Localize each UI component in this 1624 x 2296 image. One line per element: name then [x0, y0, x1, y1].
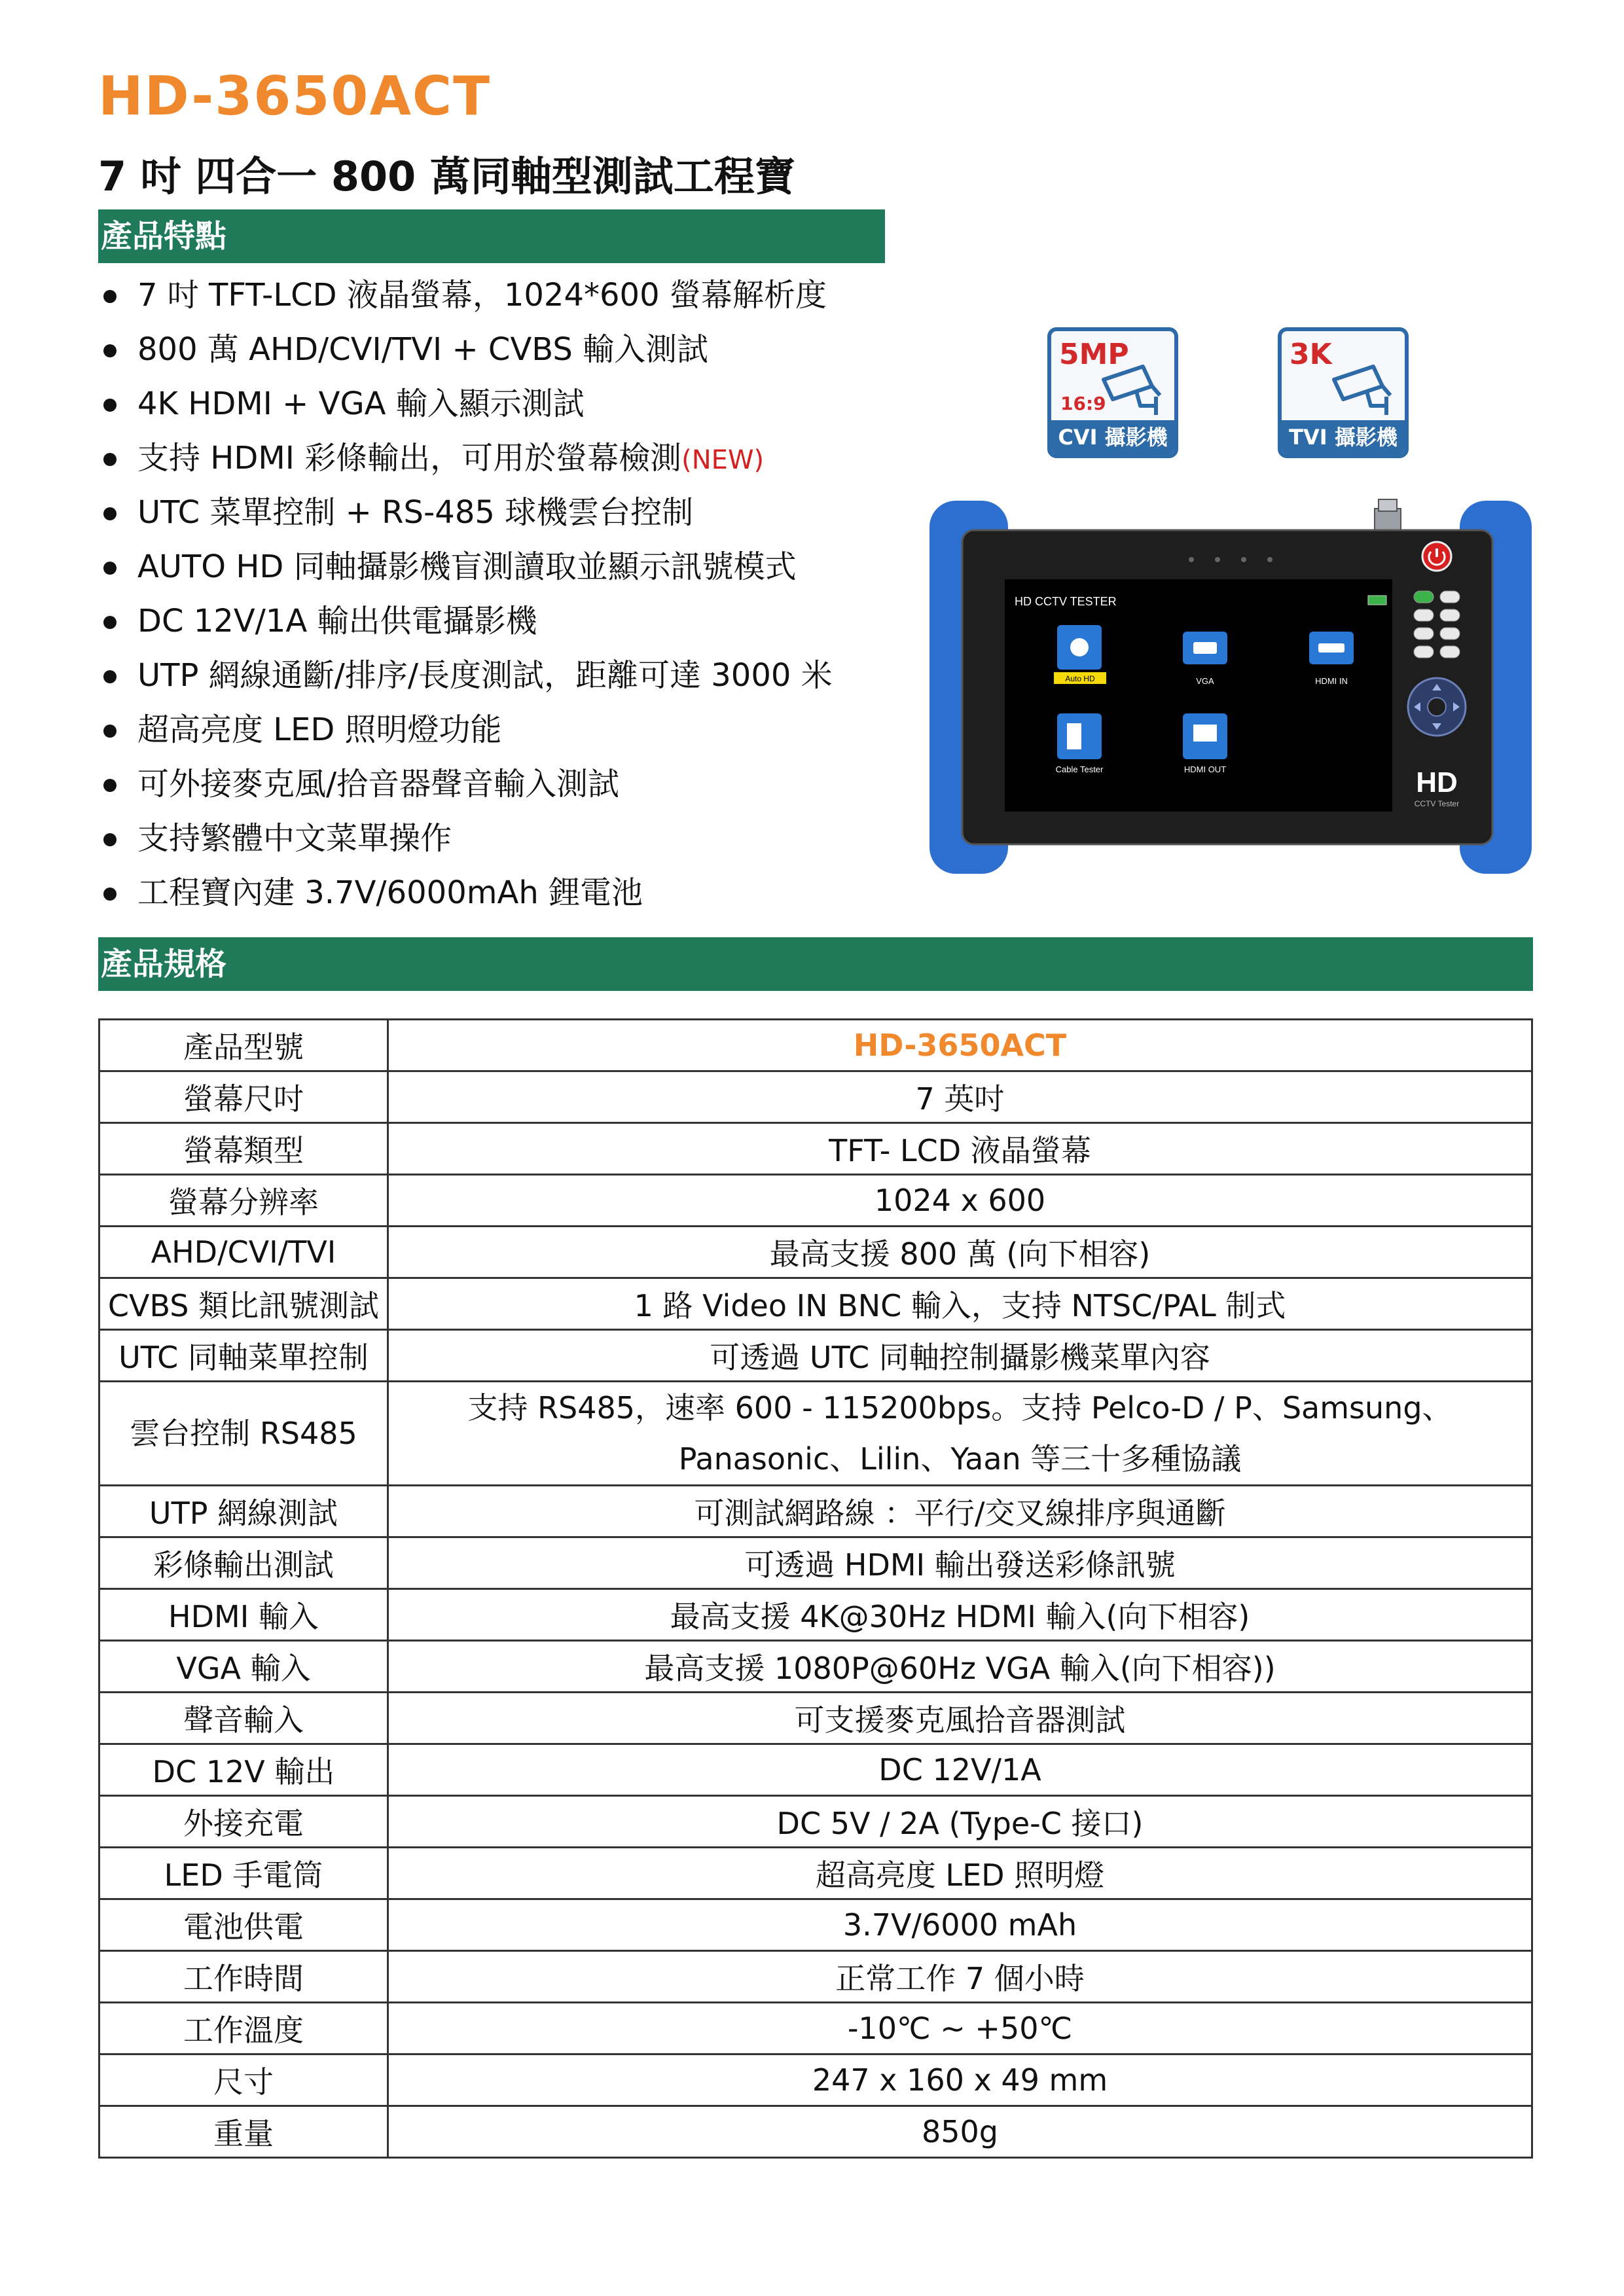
spec-label: CVBS 類比訊號測試	[99, 1278, 388, 1330]
spec-label: VGA 輸入	[99, 1641, 388, 1693]
spec-label: 工作時間	[99, 1951, 388, 2003]
app-tile-auto-hd	[1054, 625, 1106, 684]
spec-label: 重量	[99, 2106, 388, 2158]
table-row	[99, 2054, 1532, 2106]
feature-item: 7 吋 TFT-LCD 液晶螢幕，1024*600 螢幕解析度	[98, 268, 833, 323]
spec-value: 最高支援 4K@30Hz HDMI 輸入(向下相容)	[388, 1589, 1532, 1641]
spec-value: 850g	[388, 2106, 1532, 2158]
device-brand-sub: CCTV Tester	[1414, 799, 1460, 808]
spec-label: 電池供電	[99, 1899, 388, 1951]
table-row	[99, 1848, 1532, 1899]
feature-item: 4K HDMI + VGA 輸入顯示測試	[98, 377, 833, 431]
model-title: HD-3650ACT	[98, 65, 492, 128]
spec-label: AHD/CVI/TVI	[99, 1227, 388, 1278]
spec-value: DC 5V / 2A (Type-C 接口)	[388, 1796, 1532, 1848]
table-row	[99, 1330, 1532, 1382]
bullet-icon	[103, 888, 117, 901]
spec-value: 7 英吋	[388, 1071, 1532, 1123]
feature-item: 支持繁體中文菜單操作	[98, 812, 833, 866]
spec-value-line: Panasonic、Lilin、Yaan 等三十多種協議	[678, 1441, 1242, 1477]
feature-item: 800 萬 AHD/CVI/TVI + CVBS 輸入測試	[98, 323, 833, 377]
spec-value	[388, 1382, 1532, 1486]
badge-ratio: 16:9	[1060, 393, 1106, 414]
table-row	[99, 1744, 1532, 1796]
spec-value: 可支援麥克風拾音器測試	[388, 1693, 1532, 1744]
device-illustration	[916, 494, 1532, 880]
device-screen	[1005, 579, 1392, 812]
spec-label: DC 12V 輸出	[99, 1744, 388, 1796]
table-row	[99, 1123, 1532, 1175]
device-brand: HD	[1416, 766, 1458, 798]
table-row	[99, 1693, 1532, 1744]
badge-resolution: 5MP	[1059, 338, 1129, 371]
features-section-title: 產品特點	[101, 218, 227, 255]
spec-value: 最高支援 800 萬 (向下相容)	[388, 1227, 1532, 1278]
feature-item: 超高亮度 LED 照明燈功能	[98, 703, 833, 757]
feature-item: DC 12V/1A 輸出供電攝影機	[98, 594, 833, 649]
spec-label: UTP 網線測試	[99, 1486, 388, 1537]
table-row	[99, 2003, 1532, 2054]
svg-text:HDMI IN: HDMI IN	[1315, 676, 1348, 686]
table-row	[99, 1796, 1532, 1848]
svg-text:VGA: VGA	[1196, 676, 1214, 686]
spec-value: 247 x 160 x 49 mm	[388, 2054, 1532, 2106]
table-row	[99, 1641, 1532, 1693]
features-list	[98, 268, 833, 920]
feature-item: 可外接麥克風/拾音器聲音輸入測試	[98, 757, 833, 812]
spec-label: 雲台控制 RS485	[99, 1382, 388, 1486]
spec-value: 最高支援 1080P@60Hz VGA 輸入(向下相容))	[388, 1641, 1532, 1693]
bullet-icon	[103, 616, 117, 629]
page-subtitle: 7 吋 四合一 800 萬同軸型測試工程寶	[98, 152, 795, 200]
spec-label: 產品型號	[99, 1020, 388, 1071]
bullet-icon	[103, 399, 117, 412]
spec-value: 正常工作 7 個小時	[388, 1951, 1532, 2003]
badge-label: TVI 攝影機	[1282, 420, 1405, 454]
spec-value: -10℃ ~ +50℃	[388, 2003, 1532, 2054]
spec-value: TFT- LCD 液晶螢幕	[388, 1123, 1532, 1175]
svg-text:Cable Tester: Cable Tester	[1055, 764, 1104, 774]
spec-label: 外接充電	[99, 1796, 388, 1848]
app-tile-hdmi-in	[1309, 632, 1354, 686]
badge-label: CVI 攝影機	[1051, 420, 1174, 454]
table-row	[99, 1899, 1532, 1951]
table-row	[99, 1537, 1532, 1589]
features-section-bar	[98, 209, 885, 263]
bullet-icon	[103, 344, 117, 357]
spec-label: 螢幕類型	[99, 1123, 388, 1175]
table-row	[99, 1486, 1532, 1537]
app-tile-hdmi-out	[1183, 713, 1227, 774]
screen-title: HD CCTV TESTER	[1015, 595, 1117, 608]
feature-item: 工程寶內建 3.7V/6000mAh 鋰電池	[98, 866, 833, 920]
spec-label: 工作溫度	[99, 2003, 388, 2054]
spec-label: HDMI 輸入	[99, 1589, 388, 1641]
spec-table	[98, 1018, 1533, 2159]
bullet-icon	[103, 670, 117, 683]
feature-item: UTC 菜單控制 + RS-485 球機雲台控制	[98, 486, 833, 540]
new-tag: (NEW)	[681, 445, 765, 475]
table-row	[99, 1278, 1532, 1330]
bullet-icon	[103, 562, 117, 575]
table-row	[99, 1951, 1532, 2003]
svg-text:HDMI OUT: HDMI OUT	[1183, 764, 1227, 774]
table-row	[99, 2106, 1532, 2158]
bullet-icon	[103, 833, 117, 846]
app-tile-cable-tester	[1056, 713, 1104, 774]
camera-icon	[1327, 357, 1396, 423]
bullet-icon	[103, 725, 117, 738]
spec-label: UTC 同軸菜單控制	[99, 1330, 388, 1382]
table-row	[99, 1227, 1532, 1278]
spec-value-line: 支持 RS485，速率 600 - 115200bps。支持 Pelco-D / P、Samsung、	[467, 1390, 1453, 1426]
table-row	[99, 1175, 1532, 1227]
spec-value: DC 12V/1A	[388, 1744, 1532, 1796]
badge-resolution: 3K	[1290, 338, 1332, 371]
svg-text:Auto HD: Auto HD	[1065, 674, 1095, 683]
spec-value: 3.7V/6000 mAh	[388, 1899, 1532, 1951]
feature-item: 支持 HDMI 彩條輸出，可用於螢幕檢測(NEW)	[98, 431, 833, 486]
cvi-badge	[1047, 327, 1178, 458]
spec-label: 聲音輸入	[99, 1693, 388, 1744]
spec-value: 可測試網路線 ：平行/交叉線排序與通斷	[388, 1486, 1532, 1537]
bullet-icon	[103, 507, 117, 520]
spec-label: 螢幕尺吋	[99, 1071, 388, 1123]
spec-value: 超高亮度 LED 照明燈	[388, 1848, 1532, 1899]
feature-item: UTP 網線通斷/排序/長度測試，距離可達 3000 米	[98, 649, 833, 703]
table-row	[99, 1071, 1532, 1123]
table-row	[99, 1020, 1532, 1071]
spec-label: LED 手電筒	[99, 1848, 388, 1899]
spec-value: 可透過 HDMI 輸出發送彩條訊號	[388, 1537, 1532, 1589]
spec-label: 彩條輸出測試	[99, 1537, 388, 1589]
spec-value: HD-3650ACT	[388, 1020, 1532, 1071]
table-row	[99, 1589, 1532, 1641]
bullet-icon	[103, 290, 117, 303]
dpad-icon	[1408, 678, 1466, 736]
spec-label: 螢幕分辨率	[99, 1175, 388, 1227]
power-button-icon	[1422, 542, 1451, 571]
spec-label: 尺寸	[99, 2054, 388, 2106]
specs-section-title: 產品規格	[101, 946, 227, 982]
bullet-icon	[103, 453, 117, 466]
bnc-connector-icon	[1375, 499, 1401, 531]
tvi-badge	[1278, 327, 1409, 458]
spec-value: 1024 x 600	[388, 1175, 1532, 1227]
table-row	[99, 1382, 1532, 1486]
specs-section-bar	[98, 937, 1533, 991]
camera-icon	[1097, 357, 1165, 423]
spec-value: 可透過 UTC 同軸控制攝影機菜單內容	[388, 1330, 1532, 1382]
battery-icon	[1368, 596, 1386, 605]
spec-value: 1 路 Video IN BNC 輸入，支持 NTSC/PAL 制式	[388, 1278, 1532, 1330]
bullet-icon	[103, 779, 117, 792]
feature-item: AUTO HD 同軸攝影機盲測讀取並顯示訊號模式	[98, 540, 833, 594]
